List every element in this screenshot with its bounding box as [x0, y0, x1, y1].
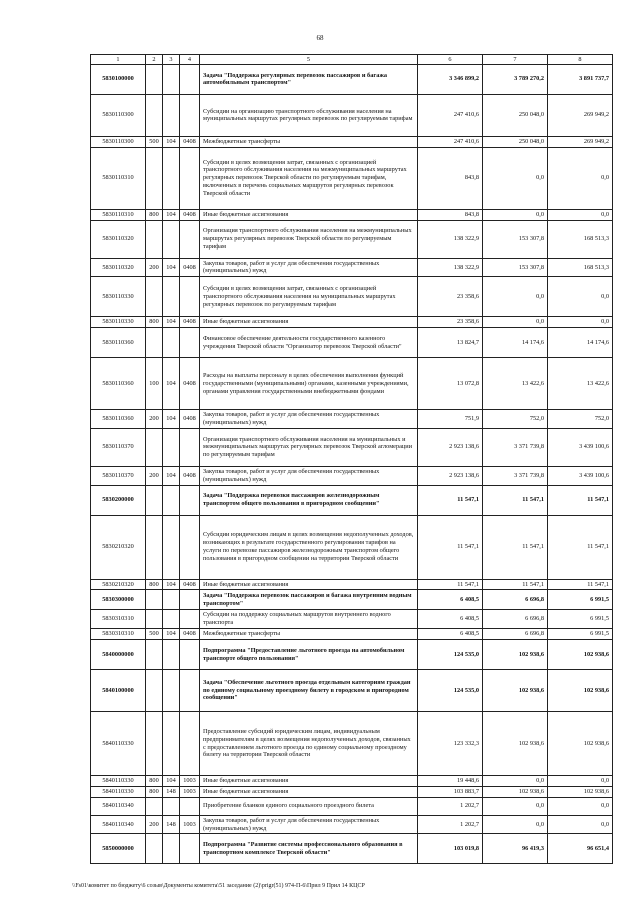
cell-code: 5830110300	[91, 136, 146, 147]
cell-c3	[163, 610, 180, 629]
cell-v1: 6 408,5	[418, 629, 483, 640]
cell-v1: 11 547,1	[418, 515, 483, 579]
cell-c4: 0408	[180, 136, 200, 147]
cell-v1: 751,9	[418, 410, 483, 429]
cell-c3: 104	[163, 629, 180, 640]
table-row	[91, 712, 613, 776]
header-cell: 4	[180, 55, 200, 65]
cell-v2: 11 547,1	[483, 515, 548, 579]
cell-v2: 0,0	[483, 797, 548, 815]
cell-v3: 168 513,3	[548, 220, 613, 258]
cell-c4: 1003	[180, 776, 200, 787]
cell-v3: 0,0	[548, 277, 613, 317]
cell-c3: 104	[163, 209, 180, 220]
cell-c4: 0408	[180, 629, 200, 640]
cell-v3: 96 651,4	[548, 834, 613, 864]
cell-v2: 0,0	[483, 147, 548, 209]
cell-name: Субсидии на поддержку социальных маршрутов внутреннего водного транспорта	[200, 610, 418, 629]
cell-v3: 102 938,6	[548, 640, 613, 670]
cell-code: 5830210320	[91, 515, 146, 579]
cell-c2	[146, 147, 163, 209]
cell-v2: 3 371 739,8	[483, 466, 548, 485]
cell-c4	[180, 94, 200, 136]
cell-name: Задача "Поддержка перевозок пассажиров и багажа внутренним водным транспортом"	[200, 590, 418, 610]
cell-code: 5830200000	[91, 485, 146, 515]
cell-c4	[180, 515, 200, 579]
cell-c4	[180, 670, 200, 712]
cell-code: 5840110340	[91, 815, 146, 834]
cell-v1: 23 358,6	[418, 317, 483, 328]
cell-name: Приобретение бланков единого социального проездного билета	[200, 797, 418, 815]
cell-v3: 269 949,2	[548, 136, 613, 147]
cell-v1: 19 448,6	[418, 776, 483, 787]
cell-c2: 100	[146, 358, 163, 410]
file-path-footer: \\Fs01\комитет по бюджету\6 созыв\Документы комитета\51 заседание (2)\prigr(51) 974-П-6\Прил 9 Прил 14 КЦСР	[72, 883, 365, 889]
cell-v1: 103 883,7	[418, 786, 483, 797]
cell-v1: 2 923 138,6	[418, 428, 483, 466]
cell-v2: 3 789 270,2	[483, 64, 548, 94]
cell-v3: 11 547,1	[548, 579, 613, 590]
cell-c3: 104	[163, 410, 180, 429]
cell-c4	[180, 277, 200, 317]
cell-c3	[163, 328, 180, 358]
cell-c3	[163, 94, 180, 136]
cell-name: Субсидии на организацию транспортного обслуживания населения на муниципальных маршрутах регулярных перевозок по регулируемым тарифам	[200, 94, 418, 136]
cell-c3	[163, 147, 180, 209]
cell-c2: 800	[146, 776, 163, 787]
cell-v1: 124 535,0	[418, 670, 483, 712]
cell-c2	[146, 712, 163, 776]
cell-name: Задача "Обеспечение льготного проезда отдельным категориям граждан по единому социальному проездному билету в городском и пригородном сообщении"	[200, 670, 418, 712]
cell-v3: 269 949,2	[548, 94, 613, 136]
cell-v3: 168 513,3	[548, 258, 613, 277]
cell-v2: 102 938,6	[483, 640, 548, 670]
cell-v3: 0,0	[548, 797, 613, 815]
cell-code: 5850000000	[91, 834, 146, 864]
cell-code: 5830110320	[91, 258, 146, 277]
cell-c2: 200	[146, 466, 163, 485]
cell-code: 5840100000	[91, 670, 146, 712]
cell-c4: 0408	[180, 466, 200, 485]
cell-c2: 800	[146, 209, 163, 220]
table-row	[91, 815, 613, 834]
cell-c2	[146, 94, 163, 136]
table-row	[91, 220, 613, 258]
cell-v1: 2 923 138,6	[418, 466, 483, 485]
cell-c3	[163, 834, 180, 864]
table-row	[91, 797, 613, 815]
cell-c3: 148	[163, 786, 180, 797]
cell-c3: 104	[163, 258, 180, 277]
cell-v1: 247 410,6	[418, 136, 483, 147]
cell-v1: 138 322,9	[418, 220, 483, 258]
table-row	[91, 209, 613, 220]
cell-c2: 200	[146, 258, 163, 277]
table-row	[91, 317, 613, 328]
cell-c2	[146, 328, 163, 358]
cell-c3: 104	[163, 317, 180, 328]
table-row	[91, 428, 613, 466]
cell-c2	[146, 220, 163, 258]
cell-code: 5830300000	[91, 590, 146, 610]
table-row	[91, 410, 613, 429]
cell-c4: 1003	[180, 786, 200, 797]
cell-c3	[163, 220, 180, 258]
cell-v2: 102 938,6	[483, 786, 548, 797]
cell-v2: 6 696,8	[483, 610, 548, 629]
cell-c4	[180, 712, 200, 776]
cell-c2: 200	[146, 815, 163, 834]
table-row	[91, 629, 613, 640]
budget-table	[90, 54, 613, 864]
cell-v2: 3 371 739,8	[483, 428, 548, 466]
header-cell: 1	[91, 55, 146, 65]
cell-v1: 6 408,5	[418, 610, 483, 629]
header-cell: 2	[146, 55, 163, 65]
cell-code: 5840110340	[91, 797, 146, 815]
cell-code: 5830110330	[91, 317, 146, 328]
cell-c2: 500	[146, 629, 163, 640]
cell-c4	[180, 640, 200, 670]
cell-v2: 0,0	[483, 776, 548, 787]
cell-c3	[163, 712, 180, 776]
cell-c2	[146, 64, 163, 94]
cell-c3	[163, 64, 180, 94]
cell-name: Субсидии в целях возмещения затрат, связанных с организацией транспортного обслуживания населения на муниципальных маршрутах регулярных перевозок по регулируемым тарифам	[200, 277, 418, 317]
cell-v1: 124 535,0	[418, 640, 483, 670]
cell-name: Иные бюджетные ассигнования	[200, 776, 418, 787]
cell-c2: 800	[146, 786, 163, 797]
cell-c3: 148	[163, 815, 180, 834]
cell-name: Иные бюджетные ассигнования	[200, 579, 418, 590]
cell-v3: 3 439 100,6	[548, 428, 613, 466]
cell-v1: 23 358,6	[418, 277, 483, 317]
cell-name: Расходы на выплаты персоналу в целях обеспечения выполнения функций государственными (муниципальными) органами, казенными учреждениями, органами управления государственными внебюджетными фондами	[200, 358, 418, 410]
table-row	[91, 640, 613, 670]
cell-name: Иные бюджетные ассигнования	[200, 786, 418, 797]
cell-name: Субсидии юридическим лицам в целях возмещения недополученных доходов, возникающих в результате государственного регулирования тарифов на услуги по перевозке пассажиров железнодорожным транспортом общего пользования в пригородном сообщении на территории Тверской области	[200, 515, 418, 579]
cell-v2: 6 696,8	[483, 629, 548, 640]
cell-code: 5830110360	[91, 410, 146, 429]
table-row	[91, 670, 613, 712]
cell-c3	[163, 485, 180, 515]
cell-code: 5830100000	[91, 64, 146, 94]
cell-v3: 102 938,6	[548, 670, 613, 712]
header-cell: 8	[548, 55, 613, 65]
cell-v1: 138 322,9	[418, 258, 483, 277]
cell-c2: 200	[146, 410, 163, 429]
cell-c2	[146, 640, 163, 670]
cell-c4: 0408	[180, 258, 200, 277]
cell-c2	[146, 670, 163, 712]
table-row	[91, 94, 613, 136]
cell-name: Подпрограмма "Предоставление льготного проезда на автомобильном транспорте общего пользования"	[200, 640, 418, 670]
table-row	[91, 485, 613, 515]
cell-v2: 250 048,0	[483, 94, 548, 136]
cell-code: 5830110310	[91, 209, 146, 220]
cell-v3: 6 991,5	[548, 629, 613, 640]
cell-v2: 102 938,6	[483, 670, 548, 712]
cell-v2: 153 307,8	[483, 220, 548, 258]
table-row	[91, 776, 613, 787]
cell-code: 5840110330	[91, 786, 146, 797]
cell-name: Закупка товаров, работ и услуг для обеспечения государственных (муниципальных) нужд	[200, 466, 418, 485]
cell-code: 5830110360	[91, 358, 146, 410]
cell-v2: 0,0	[483, 317, 548, 328]
cell-v2: 0,0	[483, 815, 548, 834]
header-cell: 5	[200, 55, 418, 65]
column-number-header	[91, 55, 613, 65]
cell-v3: 11 547,1	[548, 485, 613, 515]
cell-c3	[163, 277, 180, 317]
cell-c4: 0408	[180, 579, 200, 590]
cell-c4: 0408	[180, 358, 200, 410]
cell-v1: 13 072,8	[418, 358, 483, 410]
cell-name: Подпрограмма "Развитие системы профессионального образования в транспортном комплексе Тверской области"	[200, 834, 418, 864]
cell-v3: 0,0	[548, 209, 613, 220]
cell-c2	[146, 610, 163, 629]
cell-v2: 102 938,6	[483, 712, 548, 776]
cell-v1: 843,8	[418, 209, 483, 220]
cell-v3: 6 991,5	[548, 610, 613, 629]
cell-v1: 247 410,6	[418, 94, 483, 136]
table-row	[91, 786, 613, 797]
cell-c3: 104	[163, 466, 180, 485]
table-row	[91, 147, 613, 209]
cell-c2	[146, 515, 163, 579]
cell-v3: 102 938,6	[548, 786, 613, 797]
cell-c3	[163, 590, 180, 610]
cell-code: 5830310310	[91, 629, 146, 640]
cell-c3	[163, 515, 180, 579]
cell-v3: 11 547,1	[548, 515, 613, 579]
cell-v3: 102 938,6	[548, 712, 613, 776]
cell-c4	[180, 64, 200, 94]
cell-c4: 0408	[180, 410, 200, 429]
cell-v3: 0,0	[548, 776, 613, 787]
table-row	[91, 515, 613, 579]
cell-v3: 752,0	[548, 410, 613, 429]
cell-v2: 250 048,0	[483, 136, 548, 147]
cell-v3: 3 891 737,7	[548, 64, 613, 94]
table-row	[91, 610, 613, 629]
cell-v3: 13 422,6	[548, 358, 613, 410]
cell-code: 5830110370	[91, 466, 146, 485]
header-cell: 3	[163, 55, 180, 65]
cell-v2: 11 547,1	[483, 485, 548, 515]
header-cell: 6	[418, 55, 483, 65]
table-row	[91, 466, 613, 485]
cell-v3: 0,0	[548, 815, 613, 834]
cell-code: 5840110330	[91, 776, 146, 787]
cell-c4	[180, 590, 200, 610]
cell-v1: 1 202,7	[418, 797, 483, 815]
cell-name: Закупка товаров, работ и услуг для обеспечения государственных (муниципальных) нужд	[200, 258, 418, 277]
cell-c3	[163, 797, 180, 815]
cell-name: Предоставление субсидий юридическим лицам, индивидуальным предпринимателям в целях возмещения недополученных доходов, связанных с предоставлением льготного проезда по единому социальному проездному билету на территории Тверской области	[200, 712, 418, 776]
cell-v2: 0,0	[483, 209, 548, 220]
cell-c4	[180, 220, 200, 258]
cell-code: 5840000000	[91, 640, 146, 670]
cell-name: Закупка товаров, работ и услуг для обеспечения государственных (муниципальных) нужд	[200, 410, 418, 429]
cell-v1: 103 019,8	[418, 834, 483, 864]
cell-name: Субсидии в целях возмещения затрат, связанных с организацией транспортного обслуживания населения на межмуниципальных маршрутах регулярных перевозок Тверской области по регулируемым тарифам, включенных в перечень социальных маршрутов регулярных перевозок Тверской области	[200, 147, 418, 209]
cell-c4: 1003	[180, 815, 200, 834]
cell-c4: 0408	[180, 209, 200, 220]
cell-c4	[180, 834, 200, 864]
cell-v2: 6 696,8	[483, 590, 548, 610]
cell-v3: 6 991,5	[548, 590, 613, 610]
cell-name: Организация транспортного обслуживания населения на межмуниципальных маршрутах регулярных перевозок Тверской области по регулируемым тарифам	[200, 220, 418, 258]
cell-code: 5830110310	[91, 147, 146, 209]
cell-c2	[146, 797, 163, 815]
cell-name: Организация транспортного обслуживания населения на муниципальных и межмуниципальных маршрутах регулярных перевозок Тверской агломерации по регулируемым тарифам	[200, 428, 418, 466]
cell-code: 5830110370	[91, 428, 146, 466]
cell-v1: 11 547,1	[418, 485, 483, 515]
cell-c4	[180, 428, 200, 466]
cell-c3: 104	[163, 776, 180, 787]
cell-c2	[146, 277, 163, 317]
cell-c4	[180, 485, 200, 515]
cell-v2: 96 419,3	[483, 834, 548, 864]
cell-v2: 752,0	[483, 410, 548, 429]
table-row	[91, 358, 613, 410]
cell-c3: 104	[163, 579, 180, 590]
cell-v1: 843,8	[418, 147, 483, 209]
cell-code: 5830110330	[91, 277, 146, 317]
cell-c2: 800	[146, 579, 163, 590]
cell-v1: 11 547,1	[418, 579, 483, 590]
cell-c4	[180, 147, 200, 209]
table-row	[91, 277, 613, 317]
table-row	[91, 328, 613, 358]
cell-v2: 153 307,8	[483, 258, 548, 277]
cell-v1: 3 346 899,2	[418, 64, 483, 94]
cell-name: Финансовое обеспечение деятельности государственного казенного учреждения Тверской области "Организатор перевозок Тверской области"	[200, 328, 418, 358]
cell-v3: 3 439 100,6	[548, 466, 613, 485]
cell-c3: 104	[163, 358, 180, 410]
cell-c2	[146, 485, 163, 515]
cell-v2: 11 547,1	[483, 579, 548, 590]
cell-c4	[180, 797, 200, 815]
cell-v1: 1 202,7	[418, 815, 483, 834]
cell-code: 5830110320	[91, 220, 146, 258]
cell-name: Иные бюджетные ассигнования	[200, 317, 418, 328]
cell-name: Межбюджетные трансферты	[200, 136, 418, 147]
cell-c3: 104	[163, 136, 180, 147]
table-row	[91, 590, 613, 610]
header-cell: 7	[483, 55, 548, 65]
cell-v1: 6 408,5	[418, 590, 483, 610]
cell-code: 5830210320	[91, 579, 146, 590]
cell-code: 5830310310	[91, 610, 146, 629]
cell-v2: 13 422,6	[483, 358, 548, 410]
cell-c4: 0408	[180, 317, 200, 328]
table-row	[91, 258, 613, 277]
cell-c4	[180, 328, 200, 358]
table-row	[91, 834, 613, 864]
cell-v2: 14 174,6	[483, 328, 548, 358]
cell-v2: 0,0	[483, 277, 548, 317]
cell-name: Задача "Поддержка перевозки пассажиров железнодорожным транспортом общего пользования в пригородном сообщении"	[200, 485, 418, 515]
cell-v1: 13 824,7	[418, 328, 483, 358]
table-row	[91, 136, 613, 147]
cell-c2: 800	[146, 317, 163, 328]
cell-c3	[163, 640, 180, 670]
cell-name: Иные бюджетные ассигнования	[200, 209, 418, 220]
cell-code: 5830110360	[91, 328, 146, 358]
cell-c3	[163, 428, 180, 466]
cell-name: Закупка товаров, работ и услуг для обеспечения государственных (муниципальных) нужд	[200, 815, 418, 834]
table-row	[91, 64, 613, 94]
page-number: 68	[316, 34, 324, 42]
cell-code: 5830110300	[91, 94, 146, 136]
cell-code: 5840110330	[91, 712, 146, 776]
cell-c2	[146, 428, 163, 466]
cell-c2: 500	[146, 136, 163, 147]
cell-name: Задача "Поддержка регулярных перевозок пассажиров и багажа автомобильным транспортом"	[200, 64, 418, 94]
cell-name: Межбюджетные трансферты	[200, 629, 418, 640]
cell-v3: 0,0	[548, 147, 613, 209]
cell-v1: 123 332,3	[418, 712, 483, 776]
cell-c2	[146, 590, 163, 610]
table-row	[91, 579, 613, 590]
cell-v3: 0,0	[548, 317, 613, 328]
cell-c3	[163, 670, 180, 712]
cell-v3: 14 174,6	[548, 328, 613, 358]
cell-c4	[180, 610, 200, 629]
cell-c2	[146, 834, 163, 864]
